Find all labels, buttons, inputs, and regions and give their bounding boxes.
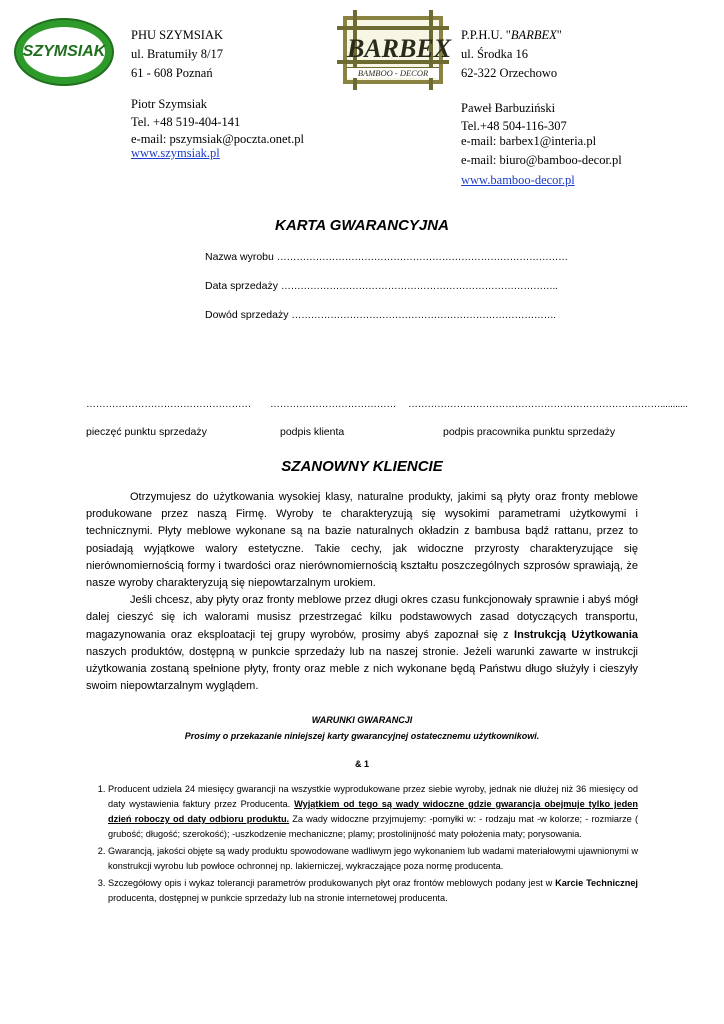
conditions-note: Prosimy o przekazanie niniejszej karty gwarancyjnej ostatecznemu użytkownikowi.: [184, 731, 540, 741]
condition-item-3: 3. Szczegółowy opis i wykaz tolerancji parametrów produkowanych płyt oraz frontów meblowych podany jest w Karcie Technicznej producenta, dostępnej w punkcie sprzedaży lub na stronie internetowej producenta.: [108, 876, 638, 906]
right-contact-block: [461, 99, 622, 189]
signature-label-client: podpis klienta: [280, 426, 345, 438]
right-company-block: [461, 26, 562, 83]
customer-paragraph-2: Jeśli chcesz, aby płyty oraz fronty meblowe przez długi okres czasu funkcjonowały sprawnie i abyś mógł dalej cieszyć się ich walorami musisz przestrzegać kilku podstawowych zasad dotyczących transportu, magazynowania oraz eksploatacji tej grupy wyrobów, prosimy abyś zapoznał się z Instrukcją Użytkowania naszych produktów, dostępną w punkcie sprzedaży lub na naszej stronie. Jeżeli warunki zawarte w instrukcji użytkowania zostaną spełnione płyty, fronty oraz meble z nich wykonane będą Państwu długo służyły i cieszyły swoim niepowtarzalnym wyglądem.: [86, 594, 639, 693]
proof-of-sale-dots: ……………………………………………………………………….: [291, 310, 556, 321]
conditions-title: WARUNKI GWARANCJI: [311, 715, 413, 725]
left-company-block: [131, 26, 223, 83]
product-name-label: Nazwa wyrobu: [205, 251, 274, 263]
left-contact-phone: Tel. +48 519-404-141: [131, 115, 241, 129]
left-contact-person: Piotr Szymsiak: [131, 97, 208, 111]
condition-item-1: 1. Producent udziela 24 miesięcy gwarancji na wszystkie wyprodukowane przez siebie wyroby, jednak nie dłużej niż 36 miesięcy od daty wystawienia faktury przez Producenta. Wyjątkiem od tego są wady widoczne gdzie gwarancja obejmuje tylko jeden dzień roboczy od daty odbioru produktu. Za wady widoczne przyjmujemy: -pomyłki w: - rodzaju mat -w kolorze; - rozmiarze ( grubość; długość; szerokość); -uszkodzenie mechaniczne; plamy; prostolinijność maty położenia maty; porysowania.: [108, 782, 638, 842]
left-contact-email: e-mail: pszymsiak@poczta.onet.pl: [131, 132, 304, 146]
szymsiak-logo: [14, 18, 114, 86]
signature-line-stamp: ……………………………………………: [86, 399, 251, 410]
barbex-logo: [343, 16, 452, 84]
left-website-link[interactable]: www.szymsiak.pl: [131, 146, 220, 160]
sale-date-dots: …………………………………………………………………………..: [280, 281, 558, 292]
right-contact-email-1: e-mail: barbex1@interia.pl: [461, 134, 597, 148]
signature-line-employee: ……………………………………………………………………...........: [408, 399, 688, 410]
signature-label-employee: podpis pracownika punktu sprzedaży: [443, 426, 616, 438]
product-name-field: [205, 251, 568, 263]
signature-label-stamp: pieczęć punktu sprzedaży: [86, 426, 207, 438]
left-company-street: ul. Bratumiły 8/17: [131, 47, 224, 61]
right-contact-email-2: e-mail: biuro@bamboo-decor.pl: [461, 153, 622, 167]
conditions-section: & 1: [354, 759, 369, 769]
left-company-name: PHU SZYMSIAK: [131, 28, 224, 42]
condition-item-2: 2. Gwarancją, jakości objęte są wady produktu spowodowane wadliwym jego wykonaniem lub wadami materiałowymi ujawnionymi w konstrukcji wyrobu lub powłoce ochronnej np. lakierniczej, wykraczające poza normę producenta.: [108, 844, 638, 874]
product-name-dots: ………………………………………………………………………………: [276, 252, 568, 263]
signature-line-client: …………………………………: [270, 399, 397, 410]
barbex-logo-tagline: BAMBOO - DECOR: [347, 67, 439, 78]
proof-of-sale-label: Dowód sprzedaży: [205, 309, 289, 321]
conditions-list: [86, 782, 638, 908]
left-contact-block: [131, 95, 304, 159]
sale-date-label: Data sprzedaży: [205, 280, 278, 292]
szymsiak-logo-text: SZYMSIAK: [22, 43, 106, 60]
right-website-link[interactable]: www.bamboo-decor.pl: [461, 173, 575, 187]
warranty-card-title: KARTA GWARANCYJNA: [275, 217, 449, 234]
right-company-name: P.P.H.U. "BARBEX": [461, 28, 562, 42]
customer-title: SZANOWNY KLIENCIE: [281, 458, 443, 475]
right-company-street: ul. Środka 16: [461, 47, 529, 61]
customer-letter: [86, 489, 638, 695]
sale-date-field: [205, 280, 557, 292]
barbex-logo-name: BARBEX: [347, 34, 452, 63]
proof-of-sale-field: [205, 309, 556, 321]
right-contact-phone: Tel.+48 504-116-307: [461, 119, 567, 133]
right-contact-person: Paweł Barbuziński: [461, 101, 556, 115]
customer-paragraph-1: Otrzymujesz do użytkowania wysokiej klasy, naturalne produkty, jakimi są płyty oraz fronty meblowe produkowane przez naszą Firmę. Wyroby te charakteryzują się wysokimi parametrami użytkowymi i technicznymi. Płyty meblowe wykonane są na bazie naturalnych okładzin z bambusa bądź rattanu, przez to posiadają wyjątkowe walory estetyczne. Takie cechy, jak widoczne przyrosty charakteryzujące się nierównomiernością formy i twardości oraz nierównomiernością kształtu poszczególnych szprosów sprawiają, że nasze wyroby charakteryzują się niepowtarzalnym urokiem.: [86, 491, 638, 590]
right-company-city: 62-322 Orzechowo: [461, 66, 558, 80]
left-company-city: 61 - 608 Poznań: [131, 66, 213, 80]
